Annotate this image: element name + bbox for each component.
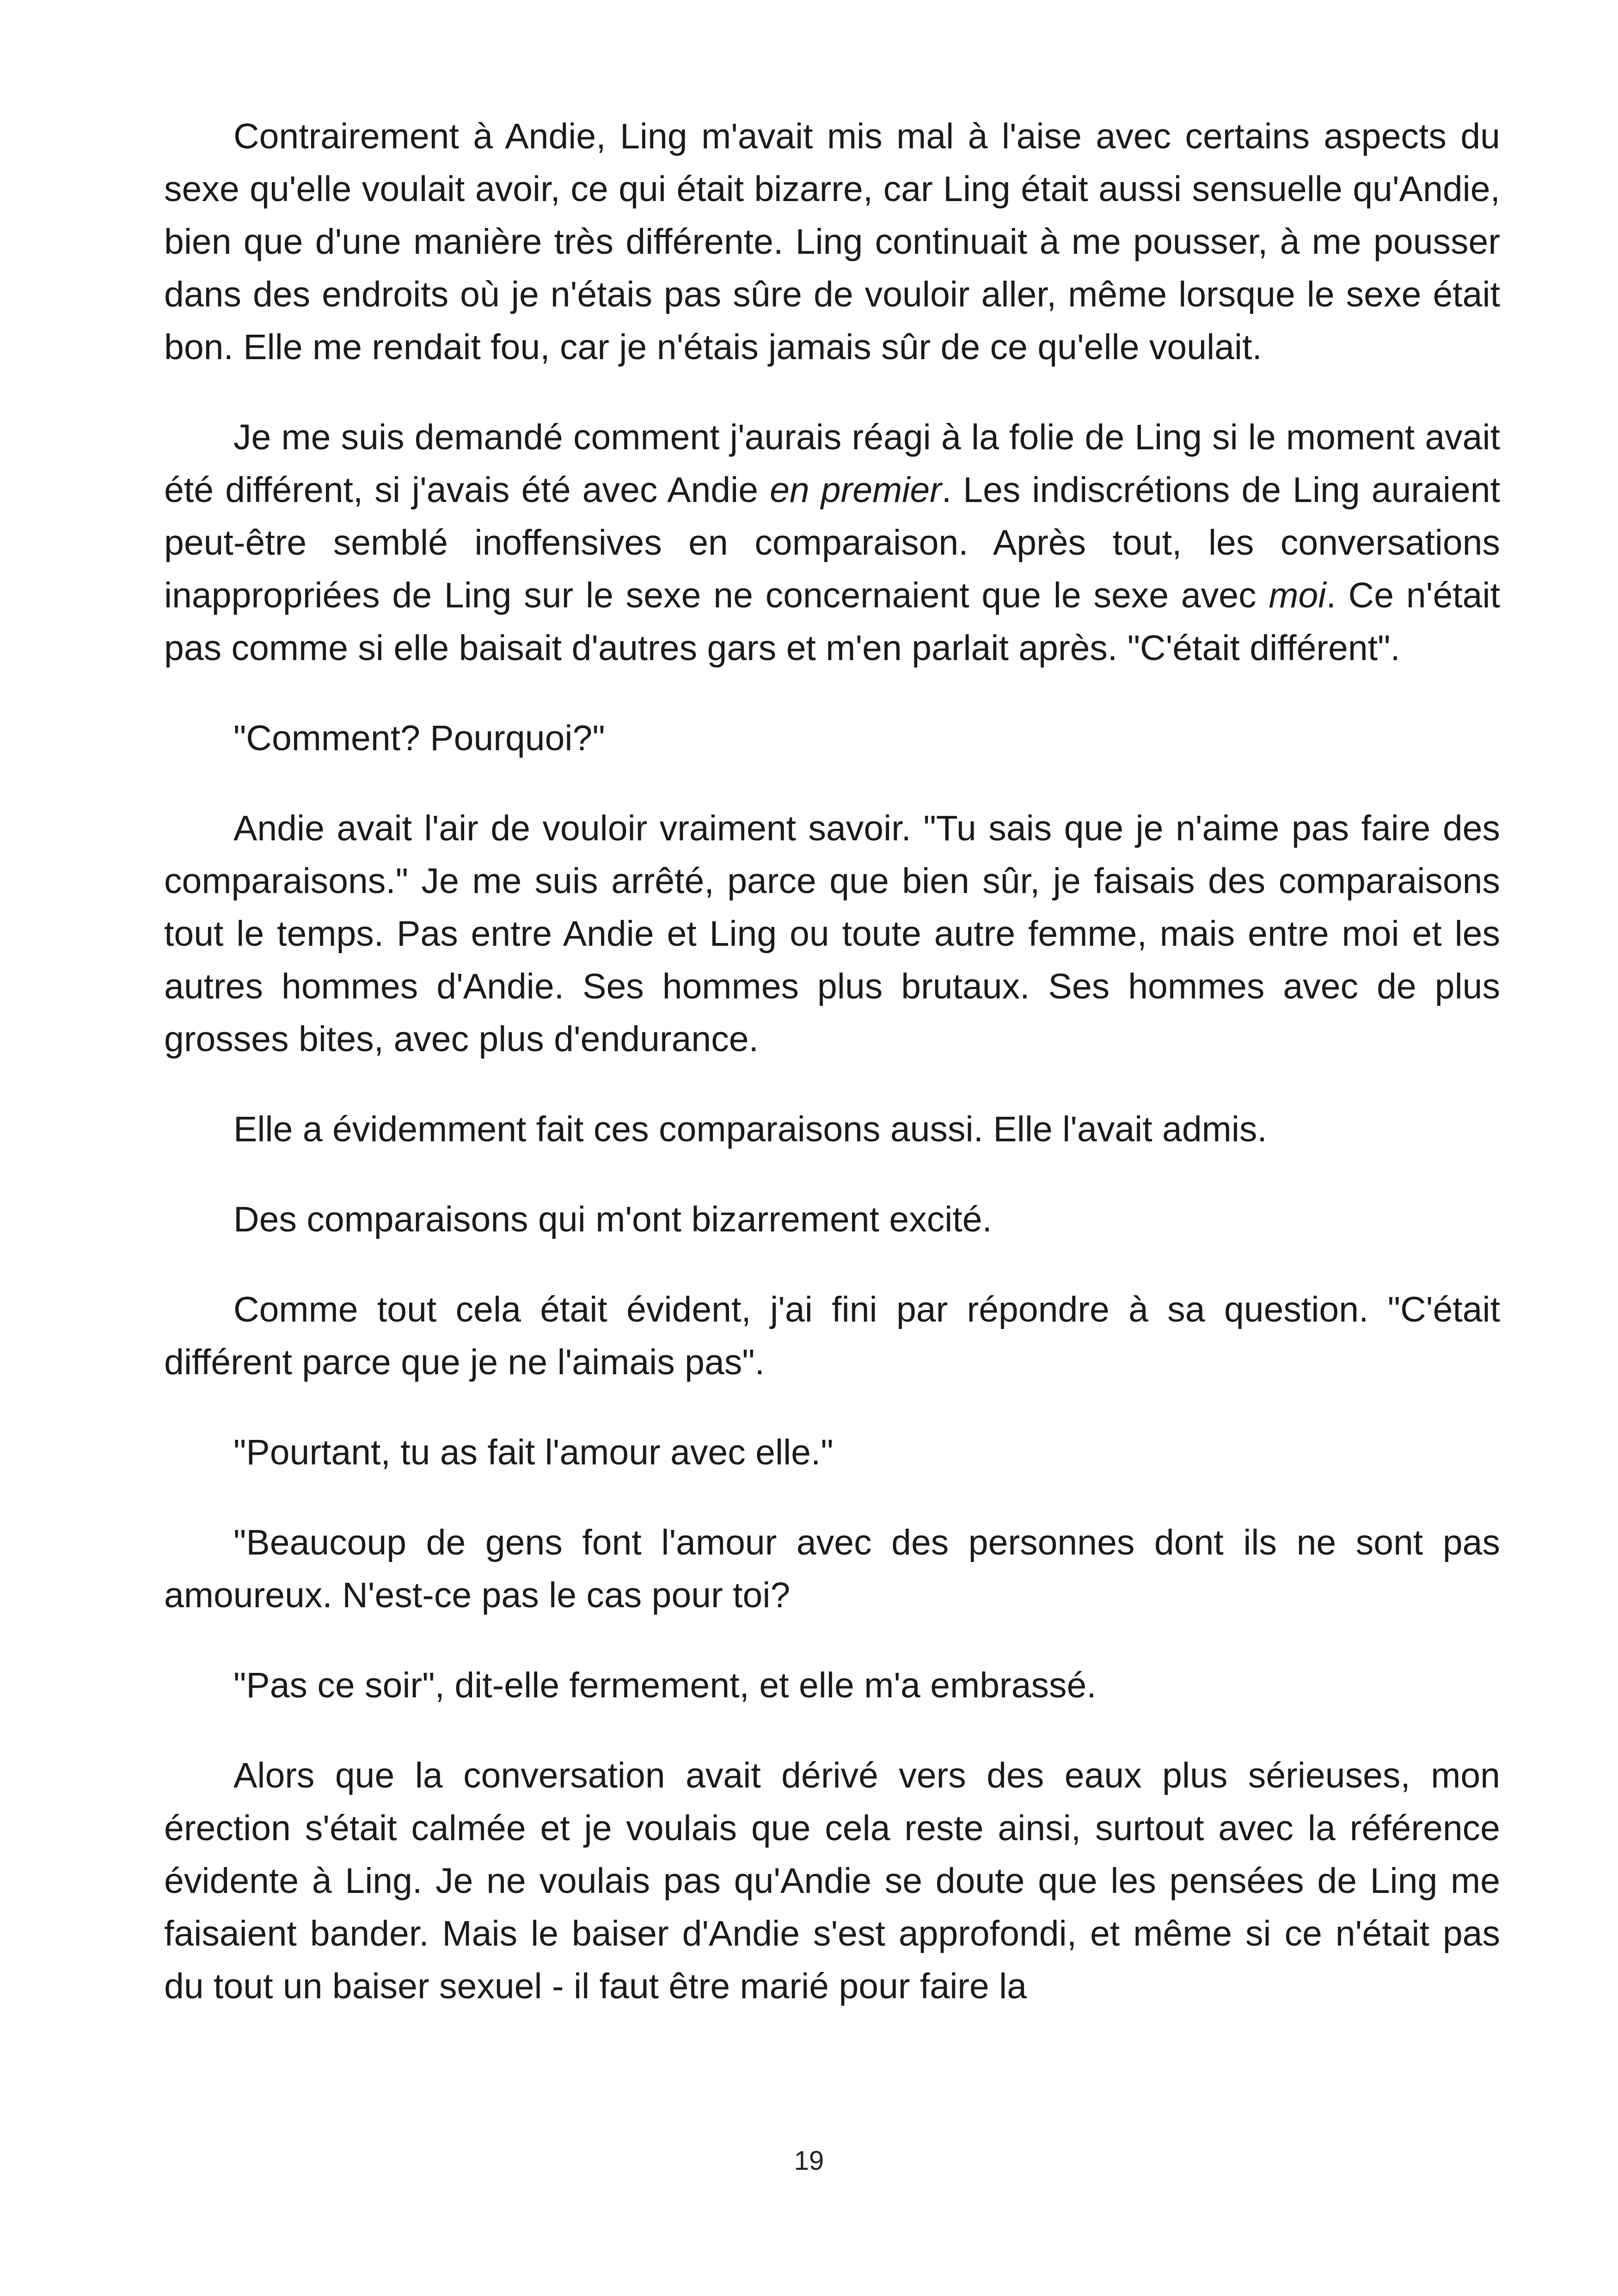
paragraph [164, 1103, 1500, 1156]
paragraph-text: "Pourtant, tu as fait l'amour avec elle." [233, 1433, 834, 1472]
paragraph [164, 1283, 1500, 1389]
paragraph-text: Andie avait l'air de vouloir vraiment savoir. "Tu sais que je n'aime pas faire des comparaisons." Je me suis arrêté, parce que bien sûr, je faisais des comparaisons tout le temps. Pas entre Andie et Ling ou toute autre femme, mais entre moi et les autres hommes d'Andie. Ses hommes plus brutaux. Ses hommes avec de plus grosses bites, avec plus d'endurance. [164, 808, 1500, 1059]
paragraph [164, 1426, 1500, 1479]
paragraph-text: Contrairement à Andie, Ling m'avait mis mal à l'aise avec certains aspects du sexe qu'elle voulait avoir, ce qui était bizarre, car Ling était aussi sensuelle qu'Andie, bien que d'une manière très différente. Ling continuait à me pousser, à me pousser dans des endroits où je n'étais pas sûre de vouloir aller, même lorsque le sexe était bon. Elle me rendait fou, car je n'étais jamais sûr de ce qu'elle voulait. [164, 116, 1500, 367]
page-number: 19 [794, 2146, 824, 2176]
italic-text: en premier [770, 470, 942, 510]
paragraph [164, 802, 1500, 1065]
italic-text: moi [1269, 576, 1326, 615]
paragraph [164, 1659, 1500, 1712]
paragraph-text: "Comment? Pourquoi?" [233, 718, 605, 758]
paragraph-text: Alors que la conversation avait dérivé vers des eaux plus sérieuses, mon érection s'était calmée et je voulais que cela reste ainsi, surtout avec la référence évidente à Ling. Je ne voulais pas qu'Andie se doute que les pensées de Ling me faisaient bander. Mais le baiser d'Andie s'est approfondi, et même si ce n'était pas du tout un baiser sexuel - il faut être marié pour faire la [164, 1756, 1500, 2006]
paragraph-text: Comme tout cela était évident, j'ai fini par répondre à sa question. "C'était différent parce que je ne l'aimais pas". [164, 1290, 1500, 1382]
paragraph-text: "Beaucoup de gens font l'amour avec des personnes dont ils ne sont pas amoureux. N'est-ce pas le cas pour toi? [164, 1523, 1500, 1615]
paragraph [164, 1749, 1500, 2013]
paragraph [164, 1516, 1500, 1622]
paragraph-text: Je me suis demandé comment j'aurais réagi à la folie de Ling si le moment avait été différent, si j'avais été avec Andie [164, 417, 1500, 510]
paragraph-text: Elle a évidemment fait ces comparaisons aussi. Elle l'avait admis. [233, 1109, 1267, 1149]
paragraph-text: . Les indiscrétions de Ling auraient peut-être semblé inoffensives en comparaison. Après tout, les conversations inappropriées de Ling sur le sexe ne concernaient que le sexe avec [164, 470, 1501, 615]
paragraph-text: Des comparaisons qui m'ont bizarrement excité. [233, 1200, 992, 1239]
document-page [164, 110, 1500, 2050]
paragraph [164, 712, 1500, 765]
paragraph-text: "Pas ce soir", dit-elle fermement, et elle m'a embrassé. [233, 1665, 1097, 1705]
paragraph [164, 1193, 1500, 1246]
paragraph [164, 411, 1500, 674]
paragraph-text: . Ce n'était pas comme si elle baisait d'autres gars et m'en parlait après. "C'était différent". [164, 576, 1500, 668]
paragraph [164, 110, 1500, 373]
